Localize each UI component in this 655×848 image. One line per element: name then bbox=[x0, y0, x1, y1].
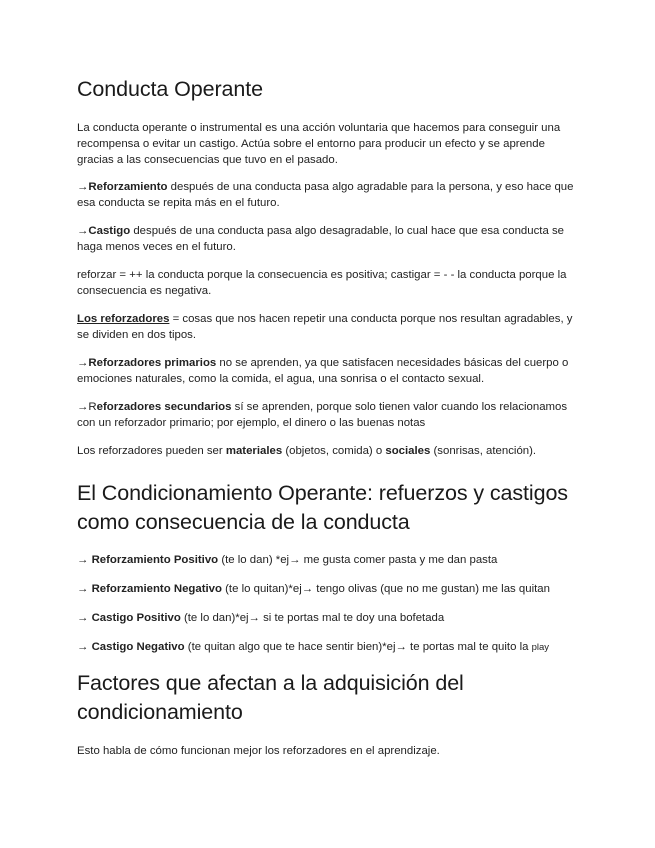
example-term: Castigo Negativo bbox=[91, 641, 185, 653]
materiales-term: materiales bbox=[225, 445, 283, 457]
example-term: Castigo Positivo bbox=[91, 612, 181, 624]
arrow-icon: → bbox=[77, 554, 92, 566]
example-small-text: play bbox=[531, 642, 550, 653]
tipos-paragraph bbox=[77, 443, 582, 459]
example-line bbox=[77, 581, 582, 598]
arrow-icon: → bbox=[77, 401, 89, 413]
primarios-text: no se aprenden, ya que satisfacen necesidades básicas del cuerpo o emociones naturales, como la comida, el agua, una sonrisa o el contacto sexual. bbox=[77, 357, 569, 385]
secundarios-paragraph bbox=[77, 399, 582, 431]
reforzadores-paragraph bbox=[77, 311, 582, 343]
primarios-term: Reforzadores primarios bbox=[88, 357, 217, 369]
reforzamiento-paragraph bbox=[77, 179, 582, 211]
arrow-icon: → bbox=[77, 225, 89, 237]
secundarios-term-prefix: R bbox=[88, 401, 97, 413]
castigo-paragraph bbox=[77, 223, 582, 255]
secundarios-term: eforzadores secundarios bbox=[96, 401, 232, 413]
example-term: Reforzamiento Positivo bbox=[91, 554, 219, 566]
example-text: (te lo quitan)*ej→ tengo olivas (que no me gustan) me las quitan bbox=[221, 583, 550, 595]
tipos-text-after: (sonrisas, atención). bbox=[430, 445, 537, 457]
arrow-icon: → bbox=[77, 641, 92, 653]
factores-paragraph: Esto habla de cómo funcionan mejor los reforzadores en el aprendizaje. bbox=[77, 745, 440, 757]
arrow-icon: → bbox=[77, 612, 92, 624]
primarios-paragraph bbox=[77, 355, 582, 387]
castigo-term: Castigo bbox=[88, 225, 131, 237]
reforzamiento-text: después de una conducta pasa algo agradable para la persona, y eso hace que esa conducta se repita más en el futuro. bbox=[77, 181, 574, 209]
tipos-text-middle: (objetos, comida) o bbox=[282, 445, 386, 457]
document-body bbox=[77, 76, 582, 759]
secundarios-text: sí se aprenden, porque solo tienen valor cuando los relacionamos con un reforzador primario; por ejemplo, el dinero o las buenas notas bbox=[77, 401, 568, 429]
example-line bbox=[77, 639, 582, 656]
tipos-text-before: Los reforzadores pueden ser bbox=[77, 445, 226, 457]
page-title: Conducta Operante bbox=[77, 77, 263, 101]
arrow-icon: → bbox=[77, 357, 89, 369]
example-text: (te lo dan) *ej→ me gusta comer pasta y me dan pasta bbox=[218, 554, 498, 566]
reforzadores-text: = cosas que nos hacen repetir una conducta porque nos resultan agradables, y se dividen en dos tipos. bbox=[77, 313, 573, 341]
castigo-text: después de una conducta pasa algo desagradable, lo cual hace que esa conducta se haga menos veces en el futuro. bbox=[77, 225, 564, 253]
example-text: (te lo dan)*ej→ si te portas mal te doy una bofetada bbox=[180, 612, 445, 624]
sociales-term: sociales bbox=[385, 445, 431, 457]
arrow-icon: → bbox=[77, 181, 89, 193]
example-line bbox=[77, 610, 582, 627]
example-term: Reforzamiento Negativo bbox=[91, 583, 222, 595]
intro-paragraph: La conducta operante o instrumental es una acción voluntaria que hacemos para conseguir una recompensa o evitar un castigo. Actúa sobre el entorno para producir un efecto y se aprende gracias a las consecuencias que tuvo en el pasado. bbox=[77, 122, 561, 166]
example-text: (te quitan algo que te hace sentir bien)*ej→ te portas mal te quito la bbox=[184, 641, 532, 653]
formula-paragraph: reforzar = ++ la conducta porque la consecuencia es positiva; castigar = - - la conducta porque la consecuencia es negativa. bbox=[77, 269, 567, 297]
section-heading-factores: Factores que afectan a la adquisición del condicionamiento bbox=[77, 671, 464, 724]
reforzamiento-term: Reforzamiento bbox=[88, 181, 168, 193]
section-heading-condicionamiento: El Condicionamiento Operante: refuerzos y castigos como consecuencia de la conducta bbox=[77, 481, 568, 534]
example-line bbox=[77, 552, 582, 569]
reforzadores-term: Los reforzadores bbox=[77, 313, 170, 325]
arrow-icon: → bbox=[77, 583, 92, 595]
